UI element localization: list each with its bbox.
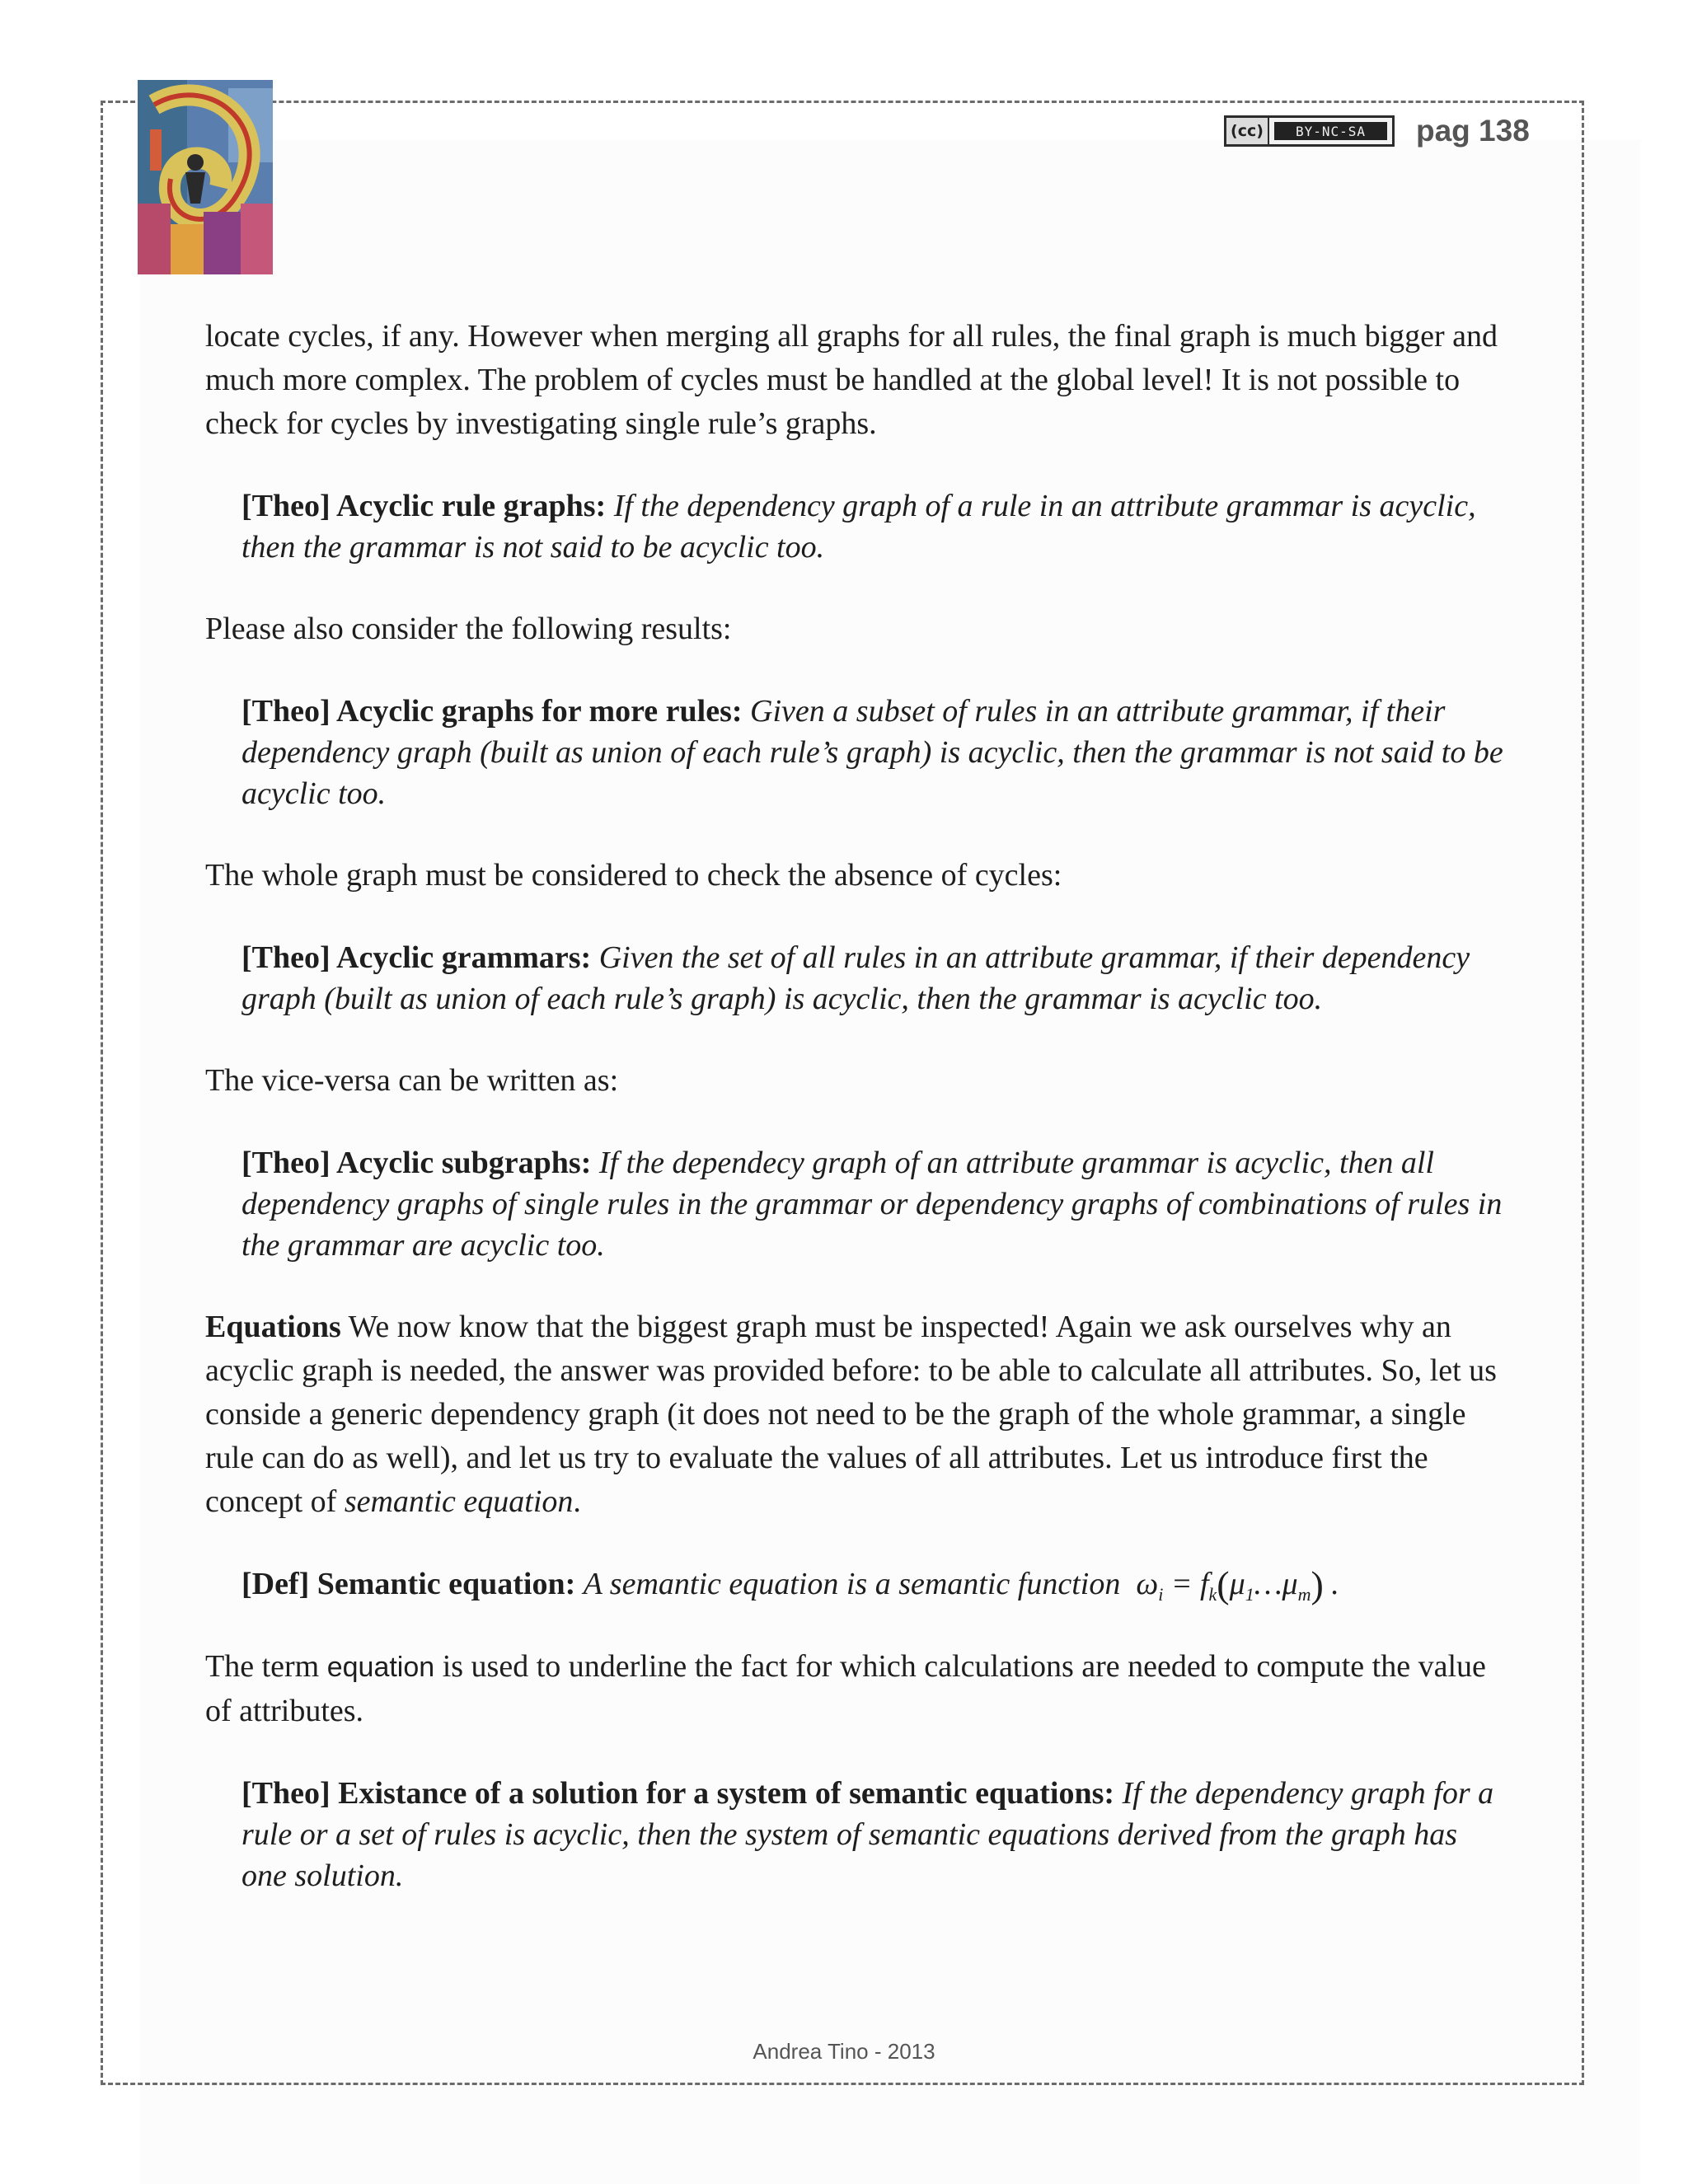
theorem-title: [Theo] Acyclic subgraphs:: [241, 1146, 592, 1180]
equations-paragraph: [205, 1305, 1507, 1524]
footer-credit: Andrea Tino - 2013: [753, 2039, 935, 2064]
theorem-text: Given a subset of rules in an attribute grammar, if their dependency graph (built as union of each rule’s graph) is acyclic, then the grammar is not said to be acyclic too.: [241, 694, 1503, 811]
paragraph-following-results: Please also consider the following results:: [205, 612, 732, 646]
page-content: [205, 315, 1507, 1896]
cc-license-badge[interactable]: [1224, 115, 1395, 147]
intro-paragraph: locate cycles, if any. However when merging all graphs for all rules, the final graph is much bigger and much more complex. The problem of cycles must be handled at the global level! It is not possible to check for cycles by investigating single rule’s graphs.: [205, 319, 1498, 441]
theorem-title: [Theo] Acyclic grammars:: [241, 940, 592, 975]
equations-end: .: [573, 1484, 581, 1519]
theorem-text: If the dependency graph for a rule or a set of rules is acyclic, then the system of semantic equations derived from the graph has one solution.: [241, 1776, 1494, 1893]
paragraph-vice-versa: The vice-versa can be written as:: [205, 1063, 619, 1098]
semantic-function-formula: $\omega_i$ = $f_k(\mu_1\dots\mu_m)$ .: [1128, 1563, 1339, 1605]
theorem-existence-solution: [205, 1773, 1507, 1896]
theorem-acyclic-grammars: [205, 937, 1507, 1019]
term-text-b: is used to underline the fact for which calculations are needed to compute the value of attributes.: [205, 1649, 1486, 1728]
book-cover-image: [138, 80, 273, 274]
theorem-text: If the dependecy graph of an attribute grammar is acyclic, then all dependency graphs of single rules in the grammar or dependency graphs of combinations of rules in the grammar are acyclic too.: [241, 1146, 1503, 1263]
definition-title: [Def] Semantic equation:: [241, 1567, 576, 1601]
cc-icon: (cc): [1226, 118, 1269, 144]
paragraph-whole-graph: The whole graph must be considered to check the absence of cycles:: [205, 858, 1062, 893]
theorem-title: [Theo] Existance of a solution for a system of semantic equations:: [241, 1776, 1115, 1811]
term-text-a: The term: [205, 1649, 320, 1684]
definition-semantic-equation: [205, 1563, 1507, 1605]
equations-heading: Equations: [205, 1310, 341, 1344]
definition-text: A semantic equation is a semantic function: [583, 1567, 1121, 1601]
theorem-text: If the dependency graph of a rule in an attribute grammar is acyclic, then the grammar is not said to be acyclic too.: [241, 489, 1476, 565]
theorem-title: [Theo] Acyclic graphs for more rules:: [241, 694, 743, 729]
theorem-text: Given the set of all rules in an attribute grammar, if their dependency graph (built as union of each rule’s graph) is acyclic, then the grammar is acyclic too.: [241, 940, 1470, 1016]
theorem-title: [Theo] Acyclic rule graphs:: [241, 489, 607, 523]
license-terms: BY-NC-SA: [1274, 122, 1387, 140]
theorem-acyclic-graphs-more-rules: [205, 691, 1507, 814]
theorem-acyclic-rule-graphs: [205, 485, 1507, 568]
theorem-acyclic-subgraphs: [205, 1142, 1507, 1266]
paragraph-term-equation: [205, 1645, 1507, 1733]
term-equation-word: equation: [326, 1652, 435, 1683]
semantic-equation-term: semantic equation: [344, 1484, 574, 1519]
equations-text: We now know that the biggest graph must be inspected! Again we ask ourselves why an acyclic graph is needed, the answer was provided before: to be able to calculate all attributes. So, let us conside a generic dependency graph (it does not need to be the graph of the whole grammar, a single rule can do as well), and let us try to evaluate the values of all attributes. Let us introduce first the concept of: [205, 1310, 1497, 1519]
page-number: pag 138: [1416, 114, 1530, 148]
